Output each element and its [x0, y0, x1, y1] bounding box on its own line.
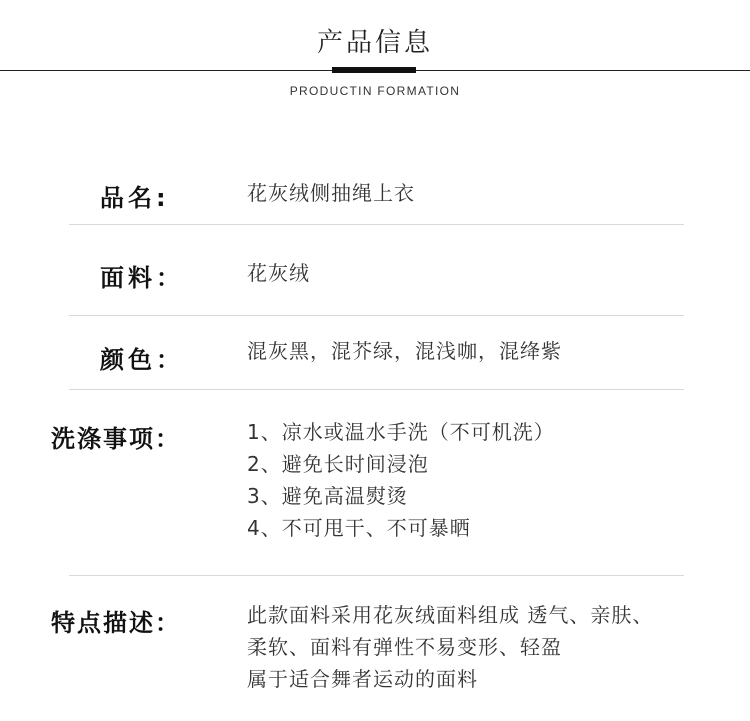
label-care-instructions: 洗涤事项：: [51, 425, 181, 453]
value-features: [247, 599, 653, 695]
care-line: 1、凉水或温水手洗（不可机洗）: [247, 420, 555, 444]
label-colors: 颜色：: [100, 346, 184, 374]
feature-line: 此款面料采用花灰绒面料组成 透气、亲肤、: [247, 603, 654, 627]
value-care-instructions: [247, 416, 555, 544]
row-divider: [69, 315, 684, 316]
page-title: 产品信息: [316, 28, 433, 58]
care-line: 2、避免长时间浸泡: [247, 452, 429, 476]
row-divider: [69, 389, 684, 390]
row-divider: [69, 224, 684, 225]
value-line: 花灰绒侧抽绳上衣: [247, 181, 415, 205]
page-subtitle: PRODUCTIN FORMATION: [289, 84, 461, 98]
row-divider: [69, 575, 684, 576]
value-line: 混灰黑，混芥绿，混浅咖，混绛紫: [247, 339, 562, 363]
label-features: 特点描述：: [51, 609, 181, 637]
value-product-name: [247, 177, 415, 209]
value-colors: [247, 335, 562, 367]
feature-line: 属于适合舞者运动的面料: [247, 667, 478, 691]
value-fabric: [247, 257, 310, 289]
feature-line: 柔软、面料有弹性不易变形、轻盈: [247, 635, 562, 659]
label-product-name: 品名:: [100, 184, 170, 212]
label-fabric: 面料：: [100, 264, 184, 292]
care-line: 3、避免高温熨烫: [247, 484, 408, 508]
header-accent-bar: [332, 67, 416, 73]
value-line: 花灰绒: [247, 261, 310, 285]
care-line: 4、不可甩干、不可暴晒: [247, 516, 471, 540]
